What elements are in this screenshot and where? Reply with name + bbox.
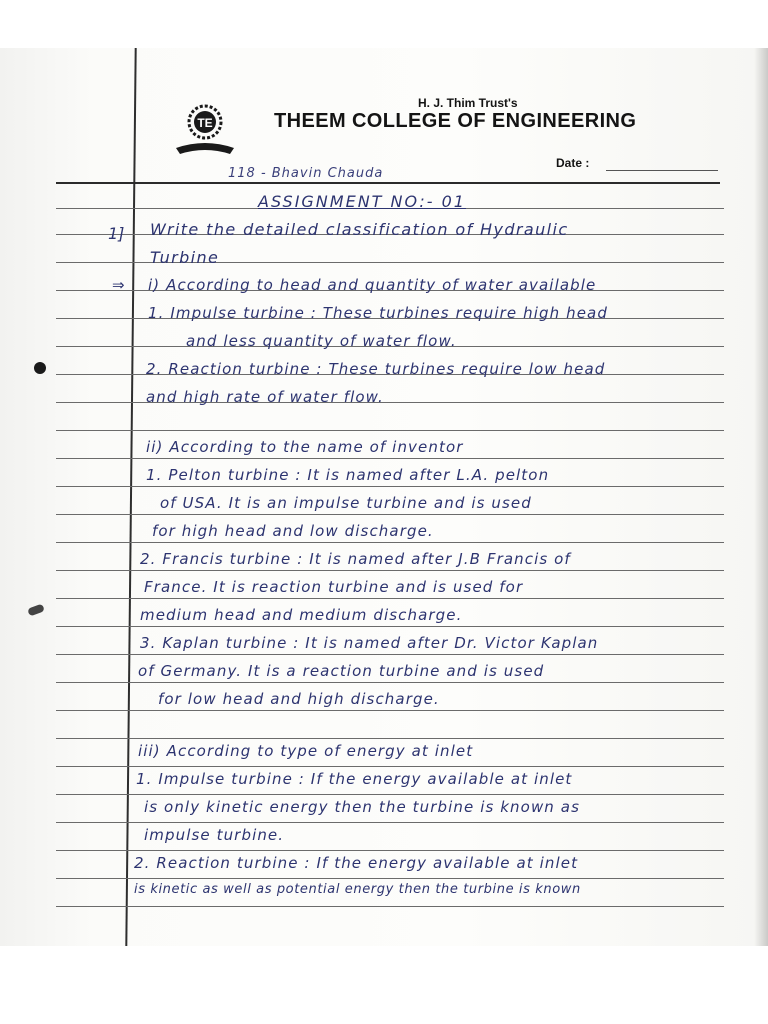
- trust-name: H. J. Thim Trust's: [418, 96, 518, 110]
- text-line: 2. Francis turbine : It is named after J.B Francis of: [140, 550, 571, 568]
- text-line: 3. Kaplan turbine : It is named after Dr. Victor Kaplan: [140, 634, 599, 652]
- text-line: 2. Reaction turbine : If the energy available at inlet: [134, 854, 579, 872]
- text-line: and high rate of water flow.: [146, 388, 384, 406]
- question-line-1: Write the detailed classification of Hydraulic: [150, 220, 569, 239]
- ruled-line: [56, 738, 724, 739]
- ruled-line: [56, 794, 724, 795]
- text-line: for low head and high discharge.: [158, 690, 440, 708]
- ruled-line: [56, 598, 724, 599]
- header-rule: [56, 182, 720, 184]
- student-roll-name: 118 - Bhavin Chauda: [228, 166, 384, 181]
- text-line: 1. Pelton turbine : It is named after L.A. pelton: [146, 466, 550, 484]
- date-label: Date :: [556, 156, 590, 170]
- text-line: 2. Reaction turbine : These turbines require low head: [146, 360, 606, 378]
- page-header: [0, 48, 768, 188]
- text-line: iii) According to type of energy at inlet: [138, 742, 474, 760]
- ruled-line: [56, 542, 724, 543]
- ruled-line: [56, 710, 724, 711]
- ruled-line: [56, 458, 724, 459]
- ruled-line: [56, 654, 724, 655]
- ruled-line: [56, 906, 724, 907]
- ruled-line: [56, 626, 724, 627]
- text-line: of USA. It is an impulse turbine and is used: [160, 494, 532, 512]
- text-line: medium head and medium discharge.: [140, 606, 463, 624]
- text-line: 1. Impulse turbine : If the energy available at inlet: [136, 770, 573, 788]
- college-name: THEEM COLLEGE OF ENGINEERING: [274, 110, 637, 132]
- ruled-line: [56, 878, 724, 879]
- date-field-line: [606, 170, 718, 171]
- ruled-line: [56, 486, 724, 487]
- ruled-line: [56, 570, 724, 571]
- text-line: of Germany. It is a reaction turbine and is used: [138, 662, 545, 680]
- ruled-line: [56, 822, 724, 823]
- text-line: i) According to head and quantity of water available: [148, 276, 597, 294]
- ruled-line: [56, 514, 724, 515]
- assignment-heading: ASSIGNMENT NO:- 01: [258, 192, 466, 211]
- text-line: France. It is reaction turbine and is used for: [144, 578, 524, 596]
- page-mark: [27, 604, 45, 617]
- punch-hole: [34, 362, 46, 374]
- text-line: impulse turbine.: [144, 826, 285, 844]
- question-line-2: Turbine: [150, 248, 220, 267]
- text-line: ii) According to the name of inventor: [146, 438, 464, 456]
- text-line: is only kinetic energy then the turbine is known as: [144, 798, 580, 816]
- college-logo-icon: [172, 100, 238, 162]
- notebook-page: [0, 48, 768, 946]
- text-line: and less quantity of water flow.: [186, 332, 457, 350]
- ruled-line: [56, 430, 724, 431]
- arrow-icon: ⇒: [112, 276, 125, 294]
- question-number: 1]: [108, 224, 125, 243]
- text-line: for high head and low discharge.: [152, 522, 434, 540]
- ruled-line: [56, 850, 724, 851]
- text-line: 1. Impulse turbine : These turbines require high head: [148, 304, 608, 322]
- ruled-line: [56, 766, 724, 767]
- text-line: is kinetic as well as potential energy then the turbine is known: [134, 882, 581, 897]
- ruled-line: [56, 682, 724, 683]
- svg-text:TE: TE: [197, 116, 213, 130]
